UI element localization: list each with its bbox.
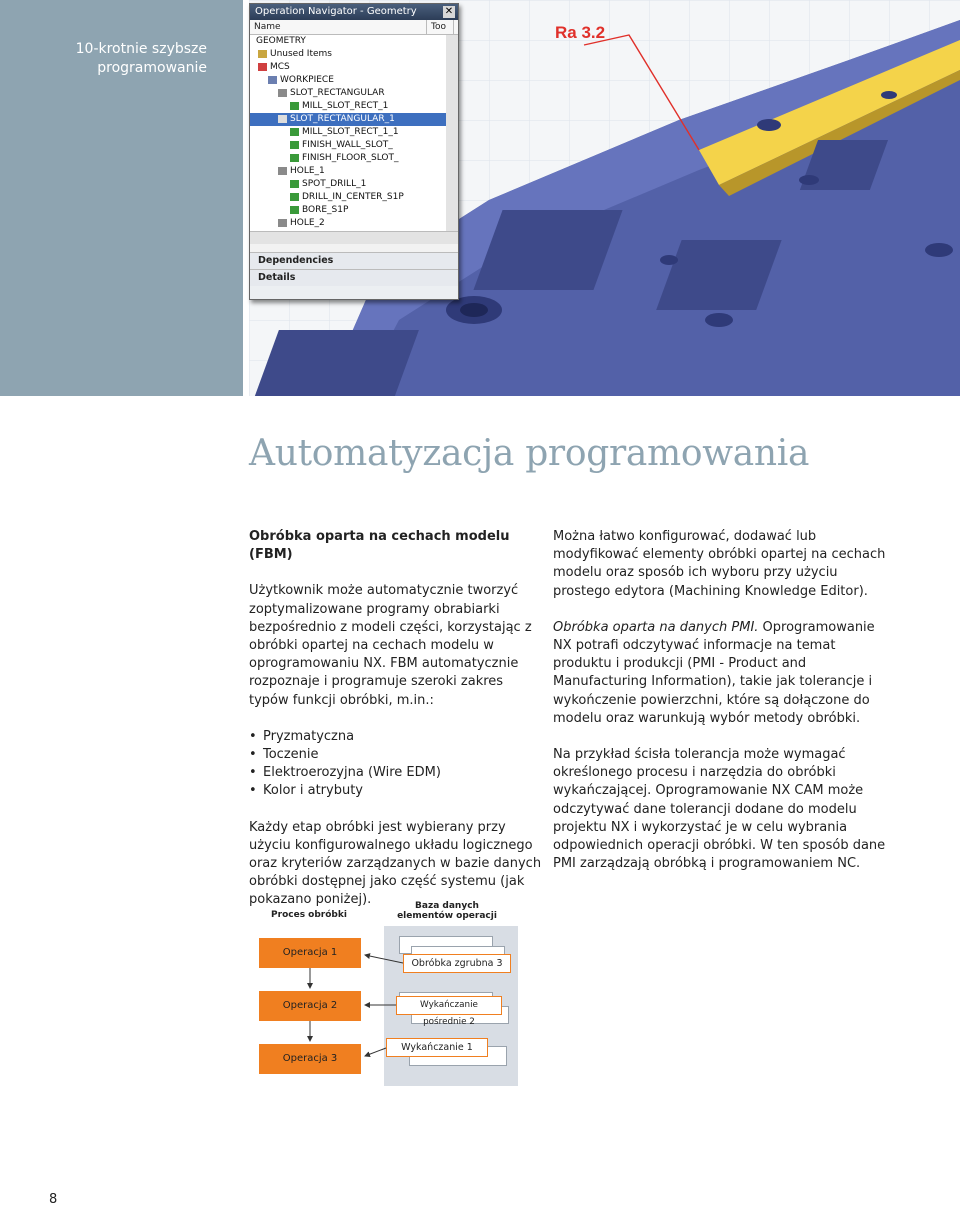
check-icon xyxy=(290,154,299,162)
label-process: Proces obróbki xyxy=(271,910,347,920)
column-tool[interactable]: Too xyxy=(427,20,454,34)
right-column xyxy=(553,528,888,873)
tree-item[interactable]: SLOT_RECTANGULAR xyxy=(250,87,458,100)
section-details[interactable]: Details xyxy=(250,269,458,286)
bullet-list xyxy=(249,728,544,801)
card-semi-finish: Wykańczanie pośrednie 2 xyxy=(396,996,502,1015)
section-subtitle: Obróbka oparta na cechach modelu (FBM) xyxy=(249,529,510,563)
close-icon[interactable]: ✕ xyxy=(444,6,454,17)
tree-item[interactable]: DRILL_IN_CENTER_S1P xyxy=(250,191,458,204)
vertical-scrollbar[interactable] xyxy=(446,35,458,231)
tree-item[interactable]: Unused Items xyxy=(250,48,458,61)
window-titlebar[interactable] xyxy=(250,4,458,20)
feature-icon xyxy=(278,219,287,227)
arrow-left xyxy=(365,1048,386,1056)
check-icon xyxy=(290,141,299,149)
column-header xyxy=(250,20,458,35)
list-item: • Pryzmatyczna xyxy=(249,728,544,746)
check-icon xyxy=(290,180,299,188)
tree-item[interactable]: FINISH_WALL_SLOT_ xyxy=(250,139,458,152)
emphasis: Obróbka oparta na danych PMI. xyxy=(553,619,759,635)
section-dependencies[interactable]: Dependencies xyxy=(250,252,458,269)
paragraph: Można łatwo konfigurować, dodawać lub modyfikować elementy obróbki opartej na cechach modelu oraz sposób ich wyboru przy użyciu prostego edytora (Machining Knowledge Editor). xyxy=(553,529,886,599)
tree-item[interactable]: FINISH_FLOOR_SLOT_ xyxy=(250,152,458,165)
check-icon xyxy=(290,193,299,201)
feature-icon xyxy=(278,167,287,175)
tagline: 10-krotnie szybsze programowanie xyxy=(75,41,207,76)
workpiece-icon xyxy=(268,76,277,84)
feature-icon xyxy=(278,115,287,123)
paragraph: Na przykład ścisła tolerancja może wymagać określonego procesu i narzędzia do obróbki wykańczającej. Oprogramowanie NX CAM może odczytywać dane tolerancji dodane do modelu projektu NX i wykorzystać je w celu wybrania odpowiednich operacji obróbki. W ten sposób dane PMI zarządzają obróbką i programowaniem NC. xyxy=(553,747,886,872)
operation-box: Operacja 1 xyxy=(259,938,361,968)
tree-item[interactable]: MILL_SLOT_RECT_1 xyxy=(250,100,458,113)
card-finish: Wykańczanie 1 xyxy=(386,1038,488,1057)
operation-box: Operacja 3 xyxy=(259,1044,361,1074)
window-title: Operation Navigator - Geometry xyxy=(255,6,417,17)
tree-item[interactable]: HOLE_1 xyxy=(250,165,458,178)
tree-item[interactable]: MILL_SLOT_RECT_1_1 xyxy=(250,126,458,139)
page-number: 8 xyxy=(49,1192,58,1207)
process-diagram xyxy=(249,898,529,1098)
list-item: • Elektroerozyjna (Wire EDM) xyxy=(249,764,544,782)
arrow-left xyxy=(365,955,403,963)
feature-icon xyxy=(278,89,287,97)
list-item: • Kolor i atrybuty xyxy=(249,782,544,800)
label-database: Baza danych elementów operacji xyxy=(397,901,497,921)
folder-icon xyxy=(258,50,267,58)
paragraph: Użytkownik może automatycznie tworzyć zoptymalizowane programy obrabiarki bezpośrednio z modeli części, korzystając z obróbki opartej na cechach modelu w oprogramowaniu NX. FBM automatycznie rozpoznaje i programuje szeroki zakres typów funkcji obróbki, m.in.: xyxy=(249,583,532,708)
sidebar-band xyxy=(0,0,243,396)
tree-item[interactable]: HOLE_2 xyxy=(250,217,458,230)
list-item: • Toczenie xyxy=(249,746,544,764)
mcs-icon xyxy=(258,63,267,71)
paragraph: Obróbka oparta na danych PMI. Oprogramowanie NX potrafi odczytywać informacje na temat produktu i produkcji (PMI - Product and Manufacturing Information), takie jak tolerancje i wykończenie powierzchni, które są dołączone do modelu oraz warunkują wybór metody obróbki. xyxy=(553,619,875,726)
check-icon xyxy=(290,128,299,136)
horizontal-scrollbar[interactable] xyxy=(250,231,458,244)
paragraph: Każdy etap obróbki jest wybierany przy użyciu konfigurowalnego układu logicznego oraz kryteriów zarządzanych w bazie danych obróbki dostępnej jako część systemu (jak pokazano poniżej). xyxy=(249,819,542,908)
tree-item-selected[interactable]: SLOT_RECTANGULAR_1 xyxy=(250,113,458,126)
page-heading: Automatyzacja programowania xyxy=(249,433,810,474)
diagram-arrows xyxy=(249,898,529,1098)
check-icon xyxy=(290,206,299,214)
operation-tree[interactable] xyxy=(250,35,458,231)
tree-item[interactable]: MCS xyxy=(250,61,458,74)
card-roughing: Obróbka zgrubna 3 xyxy=(403,954,511,973)
check-icon xyxy=(290,102,299,110)
tree-item[interactable]: GEOMETRY xyxy=(256,36,306,46)
column-name[interactable]: Name xyxy=(250,20,427,34)
spacer xyxy=(250,244,458,252)
operation-navigator-window[interactable] xyxy=(249,3,459,300)
tree-item[interactable]: WORKPIECE xyxy=(250,74,458,87)
tree-item[interactable]: BORE_S1P xyxy=(250,204,458,217)
tree-item[interactable]: SPOT_DRILL_1 xyxy=(250,178,458,191)
left-column xyxy=(249,528,544,910)
operation-box: Operacja 2 xyxy=(259,991,361,1021)
roughness-annotation: Ra 3.2 xyxy=(555,23,606,42)
